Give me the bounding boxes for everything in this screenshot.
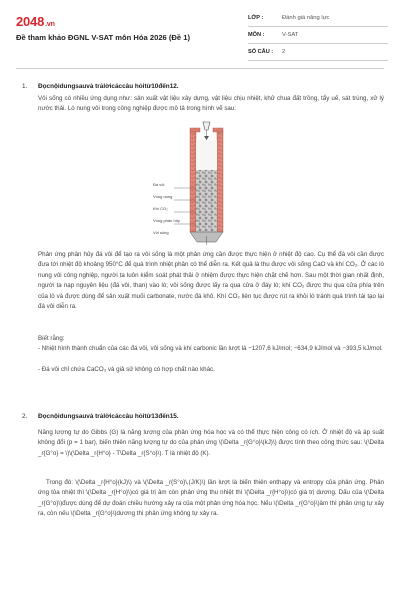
question-1-bullet-1: - Nhiệt hình thành chuẩn của các đá vôi, vôi sống và khí carbonic lần lượt là −1207,6 kJ/mol; −634,9 kJ/mol và −393,5 kJ/mol. (38, 345, 383, 352)
logo-text: 2048 (16, 14, 45, 29)
kiln-wall-right (217, 132, 223, 232)
meta-key: MÔN : (248, 32, 265, 38)
figure-label: Vôi sống (153, 230, 169, 235)
figure-label: Đá vôi (153, 182, 165, 187)
question-1-number: 1. (22, 83, 28, 90)
question-1-heading: Đọcnộidungsauvà trảlờicáccâu hỏitừ10đến12. (38, 83, 179, 90)
meta-value: V-SAT (282, 32, 299, 38)
lime-kiln-figure (150, 120, 260, 246)
feed-arrow (204, 136, 209, 140)
meta-key: SỐ CÂU : (248, 49, 274, 55)
meta-row-subject (248, 27, 388, 44)
kiln-wall-left (190, 132, 196, 232)
header-divider (16, 68, 384, 69)
exam-title: Đề tham khảo ĐGNL V-SAT môn Hóa 2026 (Đề 1) (16, 33, 190, 42)
meta-row-count (248, 44, 388, 61)
question-2-paragraph-1: Năng lượng tự do Gibbs (G) là năng lượng của phản ứng hóa học và có thể thực hiện công có ích. Ở nhiệt độ và áp suất không đổi (p = 1 bar), biến thiên năng lượng tự do của phản ứng \(\Delta _r{G°o}\(kJ)\) được tính theo công thức sau: \(\Delta _r{G°o} = \)\(\Delta _r{H°o} - T\Delta _r{S°o}\). T là nhiệt độ (K). (38, 429, 384, 457)
hopper-shape (203, 122, 210, 130)
question-1-bullet-2: - Đá vôi chỉ chứa CaCO₃ và giả sử không có hợp chất nào khác. (38, 366, 215, 373)
kiln-limestone-fill (196, 170, 217, 232)
question-1-intro: Vôi sống có nhiều ứng dụng như: sản xuất vật liệu xây dựng, vật liệu chịu nhiệt, khử chua đất trồng, tẩy uế, sát trùng, xử lý nước thải. Lò nung vôi trong công nghiệp được mô tả trong hình vẽ sau: (38, 95, 384, 113)
figure-label: Khí CO₂ (153, 206, 168, 211)
figure-label: Vùng nung (153, 194, 173, 199)
exam-meta-table (248, 10, 388, 61)
figure-label: Vùng phân hủy (153, 218, 180, 223)
meta-value: 2 (282, 49, 286, 55)
site-logo[interactable] (16, 14, 55, 29)
kiln-upper-space (196, 140, 217, 170)
question-1-body: Phản ứng phân hủy đá vôi để tạo ra vôi sống là một phản ứng cần được thực hiện ở nhiệt độ cao. Cụ thể đá vôi cần được đưa tới nhiệt độ khoảng 950°C để quá trình nhiệt phân có thể diễn ra. Kết quả là thu được vôi sống CaO và khí CO₂. Ở các lò nung vôi công nghiệp, người ta luôn kiểm soát phát thải ở nhiệm được thực hiện chặt chẽ hơn. Sau một thời gian nhất định, người ta nạp nguyên liệu (đá vôi, than) vào lò; vôi sống được lấy ra qua cửa ở đáy lò; khí CO₂ được thu qua cửa phía trên của lò và được dùng để sản xuất muối carbonate, nước đá khô. Khí CO₂ liên tục được rút ra khỏi lò tránh quá trình tái tạo lại đá vôi diễn ra. (38, 251, 384, 311)
question-2-heading: Đọcnộidungsauvà trảlờicáccâu hỏitừ13đến15. (38, 413, 179, 420)
logo-suffix: .vn (45, 21, 55, 28)
gas-outlet-left (190, 128, 200, 132)
meta-value: Đánh giá năng lực (282, 15, 330, 21)
question-2-paragraph-2: Trong đó: \(\Delta _r{H°o}(kJ)\) và \(\Delta _r{S°o}\,(J/K)\) lần lượt là biến thiên enthapy và entropy của phản ứng. Phản ứng tỏa nhiệt thì \(\Delta _r{H°o}\)có giá trị âm còn phản ứng thu nhiệt thì \(\Delta _r{H°o}\)có giá trị dương. Dấu của \(\Delta _r{G°o}\)được dùng để dự đoán chiều hướng xảy ra của một phản ứng hóa học. Nếu \(\Delta _r{G°o}\)âm thì phản ứng tự xảy ra, còn nếu \(\Delta _r{G°o}\)dương thì phản ứng không tự xảy ra. (38, 479, 384, 518)
gas-outlet-right (213, 128, 223, 132)
meta-key: LỚP : (248, 15, 264, 21)
meta-row-class (248, 10, 388, 27)
question-2-number: 2. (22, 413, 28, 420)
exam-header (0, 0, 400, 62)
lime-kiln-diagram (150, 120, 260, 246)
question-1-note-title: Biết rằng: (38, 335, 65, 342)
